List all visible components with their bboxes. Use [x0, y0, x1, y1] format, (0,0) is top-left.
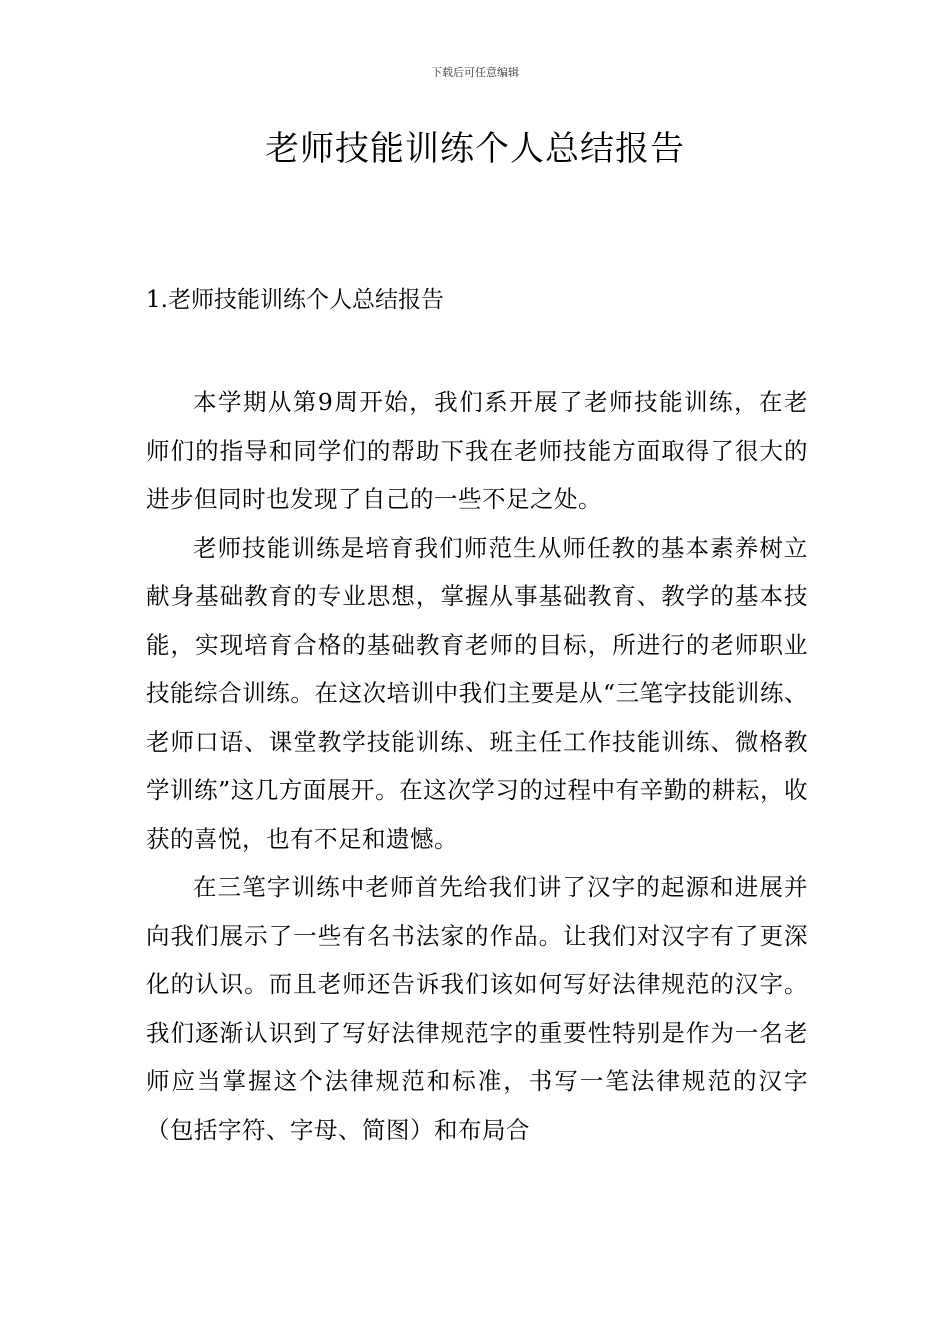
- document-title: 老师技能训练个人总结报告: [265, 129, 685, 169]
- document-body: [146, 378, 808, 1154]
- paragraph: 在三笔字训练中老师首先给我们讲了汉字的起源和进展并向我们展示了一些有名书法家的作品。让我们对汉字有了更深化的认识。而且老师还告诉我们该如何写好法律规范的汉字。我们逐渐认识到了写好法律规范字的重要性特别是作为一名老师应当掌握这个法律规范和标准，书写一笔法律规范的汉字（包括字符、字母、简图）和布局合: [146, 873, 808, 1144]
- page-header-note: 下载后可任意编辑: [431, 66, 519, 79]
- section-heading: 1.老师技能训练个人总结报告: [146, 287, 444, 313]
- paragraph: 本学期从第9周开始，我们系开展了老师技能训练，在老师们的指导和同学们的帮助下我在老师技能方面取得了很大的进步但同时也发现了自己的一些不足之处。: [146, 388, 808, 513]
- paragraph: 老师技能训练是培育我们师范生从师任教的基本素养树立献身基础教育的专业思想，掌握从事基础教育、教学的基本技能，实现培育合格的基础教育老师的目标，所进行的老师职业技能综合训练。在这次培训中我们主要是从“三笔字技能训练、老师口语、课堂教学技能训练、班主任工作技能训练、微格教学训练”这几方面展开。在这次学习的过程中有辛勤的耕耘，收获的喜悦，也有不足和遗憾。: [146, 533, 808, 853]
